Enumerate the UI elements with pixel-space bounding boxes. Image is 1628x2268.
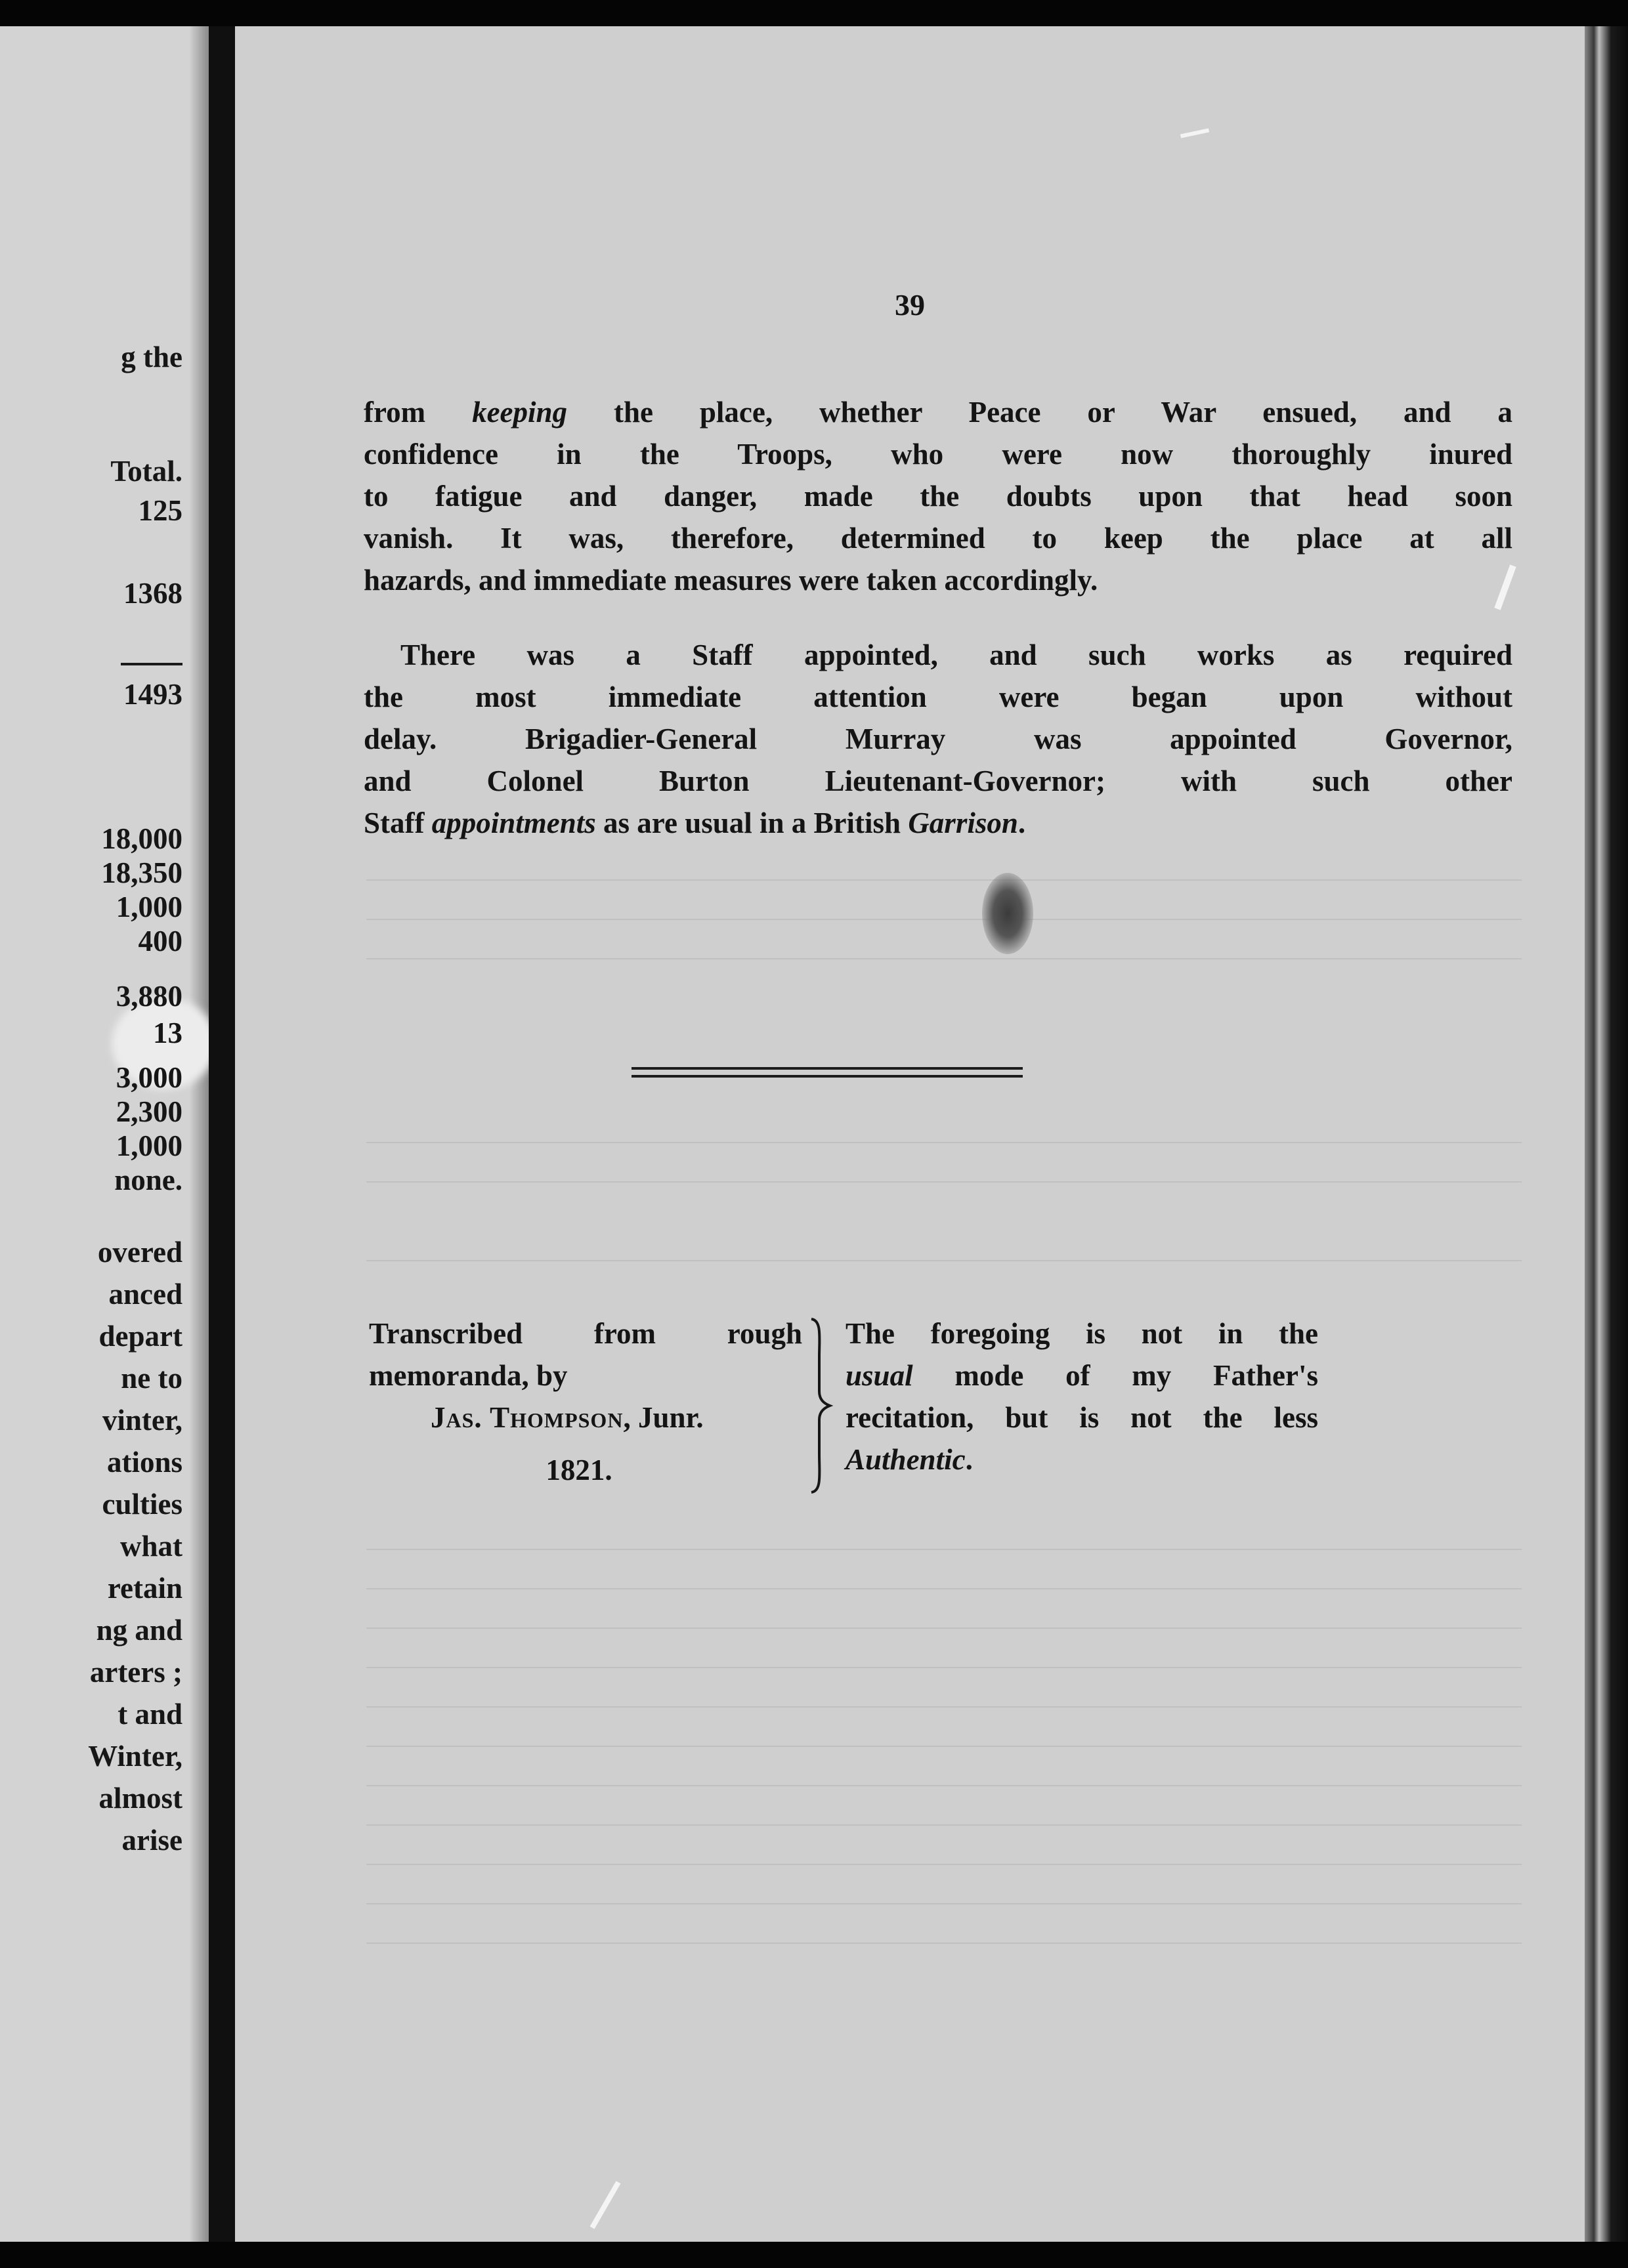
facing-text: 1,000 xyxy=(116,891,182,923)
scan-scratch xyxy=(590,2181,621,2229)
show-through xyxy=(366,1785,1522,1786)
facing-text: 3,880 xyxy=(116,980,182,1013)
show-through xyxy=(366,958,1522,959)
gutter-shadow xyxy=(189,26,209,2242)
show-through xyxy=(366,1746,1522,1747)
facing-text: culties xyxy=(102,1488,182,1521)
text-line: recitation, but is not the less xyxy=(846,1401,1318,1434)
show-through xyxy=(366,1864,1522,1865)
show-through xyxy=(366,879,1522,881)
facing-text: 400 xyxy=(138,925,182,957)
facing-text: depart xyxy=(98,1320,182,1353)
show-through xyxy=(366,1628,1522,1629)
show-through xyxy=(366,1260,1522,1261)
text-line: confidence in the Troops, who were now thoroughly inured xyxy=(364,438,1512,471)
show-through xyxy=(366,1588,1522,1589)
emphasis: Authentic xyxy=(846,1443,966,1476)
facing-text: arise xyxy=(121,1824,182,1857)
facing-text: 18,000 xyxy=(101,822,182,855)
text-line: the most immediate attention were began upon without xyxy=(364,681,1512,713)
show-through xyxy=(366,1549,1522,1550)
show-through xyxy=(366,1824,1522,1826)
text-line: memoranda, by xyxy=(369,1359,568,1392)
page-number: 39 xyxy=(895,288,925,322)
facing-text: 18,350 xyxy=(101,856,182,889)
facing-text: vinter, xyxy=(102,1404,182,1437)
show-through xyxy=(366,919,1522,920)
facing-text: none. xyxy=(114,1164,182,1196)
facing-text: 1493 xyxy=(123,678,182,711)
emphasis: appointments xyxy=(431,807,596,839)
book-spine-gap xyxy=(209,26,235,2242)
section-divider xyxy=(632,1067,1023,1083)
show-through xyxy=(366,1142,1522,1143)
text-line: delay. Brigadier-General Murray was appointed Governor, xyxy=(364,723,1512,755)
text-line: The foregoing is not in the xyxy=(846,1317,1318,1350)
paragraph-1 xyxy=(364,391,1512,601)
facing-text: 3,000 xyxy=(116,1061,182,1094)
facing-text: 13 xyxy=(153,1017,182,1049)
facing-text: g the xyxy=(121,341,182,373)
emphasis: Garrison xyxy=(908,807,1018,839)
facing-text: almost xyxy=(98,1782,182,1815)
show-through xyxy=(366,1903,1522,1904)
text-line: There was a Staff appointed, and such works as required xyxy=(400,639,1512,671)
facing-text: anced xyxy=(108,1278,182,1311)
facing-text: Winter, xyxy=(88,1740,182,1773)
text-line: Authentic. xyxy=(846,1443,973,1476)
authenticity-note xyxy=(846,1312,1318,1480)
transcription-year: 1821. xyxy=(546,1454,612,1486)
scan-border-top xyxy=(0,0,1628,26)
facing-text: what xyxy=(119,1530,182,1563)
facing-text: ng and xyxy=(96,1614,182,1647)
curly-brace xyxy=(807,1318,834,1494)
facing-text: 125 xyxy=(138,494,182,527)
facing-text: 2,300 xyxy=(116,1095,182,1128)
facing-text: retain xyxy=(107,1572,182,1605)
show-through xyxy=(366,1706,1522,1708)
facing-rule xyxy=(121,663,182,665)
facing-text: 1,000 xyxy=(116,1129,182,1162)
text-line: hazards, and immediate measures were taken accordingly. xyxy=(364,564,1098,597)
facing-text: ations xyxy=(106,1446,182,1479)
text-line: Staff appointments as are usual in a British Garrison. xyxy=(364,807,1026,839)
facing-text: arters ; xyxy=(89,1656,182,1689)
show-through xyxy=(366,1667,1522,1668)
text-line: vanish. It was, therefore, determined to keep the place at all xyxy=(364,522,1512,555)
book-page xyxy=(235,26,1585,2242)
facing-text: ne to xyxy=(121,1362,182,1395)
page-edge-shadow xyxy=(1585,26,1628,2242)
transcriber-name: Jas. Thompson, Junr. xyxy=(431,1401,704,1434)
facing-text: 1368 xyxy=(123,577,182,610)
paragraph-2 xyxy=(364,634,1512,844)
text-line: usual mode of my Father's xyxy=(846,1359,1318,1392)
text-line: Transcribed from rough xyxy=(369,1317,802,1350)
scan-border-bottom xyxy=(0,2242,1628,2268)
emphasis: usual xyxy=(846,1359,913,1392)
facing-text: Total. xyxy=(110,455,182,488)
facing-text: overed xyxy=(97,1236,182,1269)
text-line: to fatigue and danger, made the doubts upon that head soon xyxy=(364,480,1512,513)
ink-blot xyxy=(982,873,1033,954)
show-through xyxy=(366,1942,1522,1944)
facing-page-fragment xyxy=(0,26,209,2242)
emphasis: keeping xyxy=(472,396,568,429)
text-line: and Colonel Burton Lieutenant-Governor; with such other xyxy=(364,765,1512,797)
scan-scratch xyxy=(1180,128,1209,138)
text-line: from keeping the place, whether Peace or War ensued, and a xyxy=(364,396,1512,429)
show-through xyxy=(366,1181,1522,1183)
facing-text: t and xyxy=(118,1698,182,1731)
